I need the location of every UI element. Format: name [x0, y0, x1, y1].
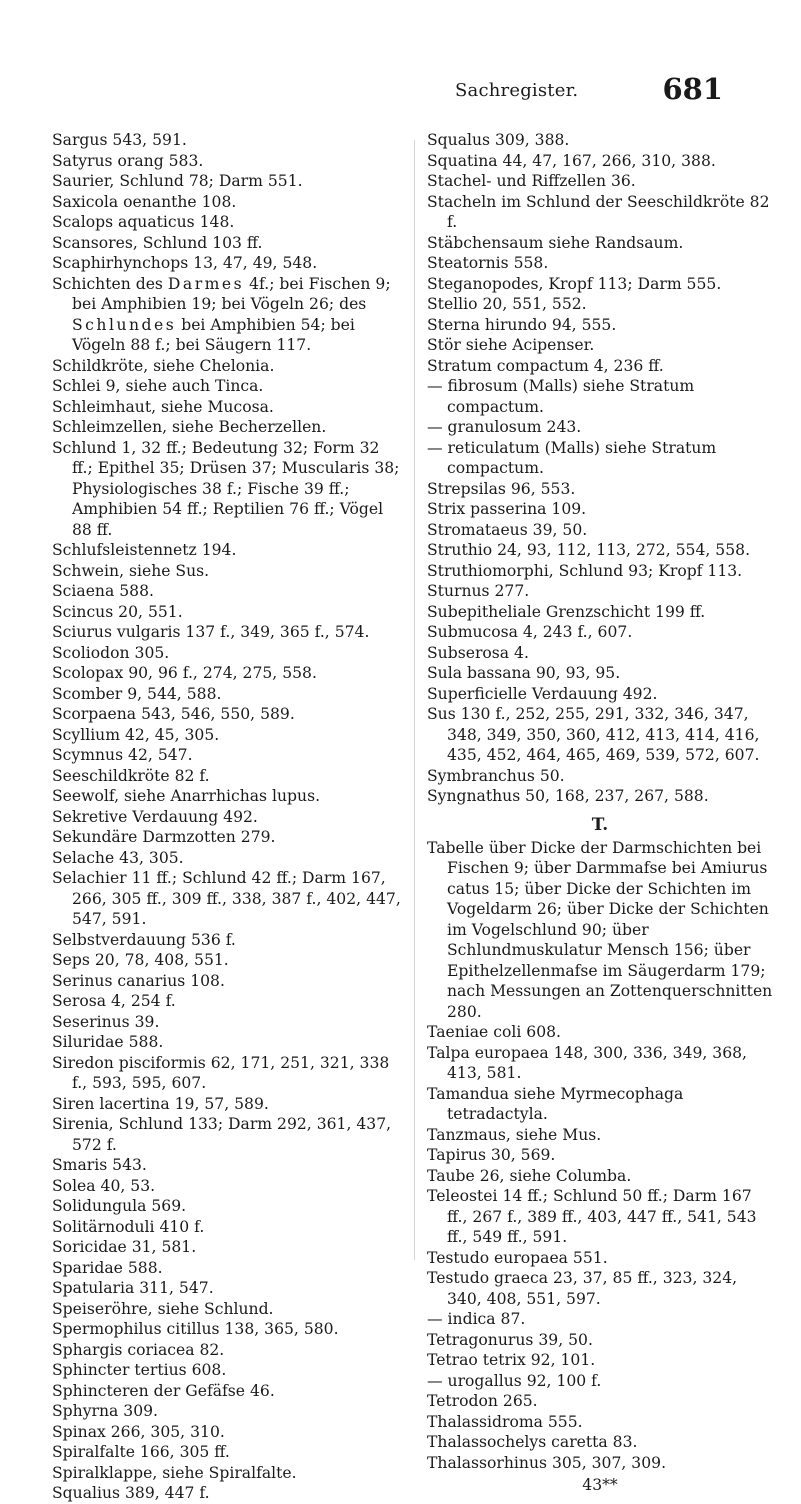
index-entry: Speiseröhre, siehe Schlund.: [52, 1299, 274, 1318]
index-column-left: [52, 130, 404, 1504]
index-entry: Struthiomorphi, Schlund 93; Kropf 113.: [427, 561, 743, 580]
index-entry: — reticulatum (Malls) siehe Stratum compactum.: [427, 438, 717, 477]
index-entry: Scomber 9, 544, 588.: [52, 684, 222, 703]
index-entry: Schlei 9, siehe auch Tinca.: [52, 377, 264, 395]
index-column-right: [427, 130, 773, 1496]
index-entry: Testudo graeca 23, 37, 85 ff., 323, 324, 340, 408, 551, 597.: [427, 1269, 738, 1308]
index-entry: Serinus canarius 108.: [52, 971, 225, 990]
index-entry: Squatina 44, 47, 167, 266, 310, 388.: [427, 151, 716, 170]
index-entry: Seps 20, 78, 408, 551.: [52, 951, 229, 969]
index-entry: Subepitheliale Grenzschicht 199 ff.: [427, 602, 706, 621]
index-entry: Schleimhaut, siehe Mucosa.: [52, 397, 274, 416]
page-header: [0, 72, 801, 116]
index-entry: Schildkröte, siehe Chelonia.: [52, 356, 275, 375]
index-entry: Schlufsleistennetz 194.: [52, 541, 237, 559]
index-entry: Sekretive Verdauung 492.: [52, 807, 258, 826]
index-entry: Teleostei 14 ff.; Schlund 50 ff.; Darm 167 ff., 267 f., 389 ff., 403, 447 ff., 541, 543 ff., 549 ff., 591.: [427, 1187, 757, 1246]
index-entry: Subserosa 4.: [427, 643, 529, 662]
index-entry: — fibrosum (Malls) siehe Stratum compactum.: [427, 377, 695, 416]
index-entry: Spatularia 311, 547.: [52, 1279, 214, 1297]
column-divider: [414, 140, 415, 1260]
index-entry: Seserinus 39.: [52, 1012, 160, 1031]
index-entry: Sciurus vulgaris 137 f., 349, 365 f., 574.: [52, 623, 370, 641]
index-entry: Steatornis 558.: [427, 254, 549, 272]
index-entry: Scincus 20, 551.: [52, 602, 183, 621]
index-entry: Thalassochelys caretta 83.: [427, 1433, 638, 1451]
index-entry: Sciaena 588.: [52, 582, 154, 600]
index-entry: Symbranchus 50.: [427, 766, 565, 785]
index-entry: Superficielle Verdauung 492.: [427, 684, 658, 703]
index-entry: Thalassorhinus 305, 307, 309.: [427, 1453, 667, 1472]
index-entry: Scansores, Schlund 103 ff.: [52, 233, 263, 252]
page-number: 681: [662, 72, 723, 106]
index-entry: Selache 43, 305.: [52, 848, 184, 867]
index-entry: Spinax 266, 305, 310.: [52, 1422, 225, 1441]
index-entry: Sus 130 f., 252, 255, 291, 332, 346, 347, 348, 349, 350, 360, 412, 413, 414, 416, 435, 452, 464, 465, 469, 539, 572, 607.: [427, 705, 760, 764]
index-entry: Sphargis coriacea 82.: [52, 1340, 225, 1359]
index-entry: Stratum compactum 4, 236 ff.: [427, 356, 664, 375]
index-entry: Steganopodes, Kropf 113; Darm 555.: [427, 274, 722, 293]
index-entry: Siren lacertina 19, 57, 589.: [52, 1094, 269, 1113]
index-entry: — urogallus 92, 100 f.: [427, 1371, 602, 1390]
index-entry: Schichten des Darmes 4f.; bei Fischen 9; bei Amphibien 19; bei Vögeln 26; des Schlundes bei Amphibien 54; bei Vögeln 88 f.; bei Säugern 117.: [52, 274, 391, 354]
index-entry: Strepsilas 96, 553.: [427, 479, 576, 498]
index-entry: Tetrodon 265.: [427, 1392, 538, 1410]
index-entry: Seewolf, siehe Anarrhichas lupus.: [52, 787, 321, 805]
index-entry: — granulosum 243.: [427, 418, 582, 436]
index-entry: Sturnus 277.: [427, 582, 530, 600]
index-entry: Thalassidroma 555.: [427, 1412, 583, 1431]
index-entry: Schleimzellen, siehe Becherzellen.: [52, 418, 327, 436]
index-entry: Schlund 1, 32 ff.; Bedeutung 32; Form 32 ff.; Epithel 35; Drüsen 37; Muscularis 38; Physiologisches 38 f.; Fische 39 ff.; Amphibien 54 ff.; Reptilien 76 ff.; Vögel 88 ff.: [52, 438, 400, 539]
index-entry: Sargus 543, 591.: [52, 131, 187, 149]
index-entry: Saurier, Schlund 78; Darm 551.: [52, 172, 303, 190]
index-entry: Spiralklappe, siehe Spiralfalte.: [52, 1463, 297, 1482]
index-entry: Scalops aquaticus 148.: [52, 213, 235, 231]
index-entry: Tabelle über Dicke der Darmschichten bei Fischen 9; über Darmmafse bei Amiurus catus 15; über Dicke der Schichten im Vogeldarm 26; über Dicke der Schichten im Vogelschlund 90; über Schlundmuskulatur Mensch 156; über Epithelzellenmafse im Säugerdarm 179; nach Messungen an Zottenquerschnitten 280.: [427, 838, 773, 1021]
index-entry: Stachel- und Riffzellen 36.: [427, 172, 636, 190]
index-entry: Smaris 543.: [52, 1156, 147, 1174]
index-entry: Solidungula 569.: [52, 1197, 187, 1215]
index-entry: Spermophilus citillus 138, 365, 580.: [52, 1320, 339, 1338]
index-entry: Strix passerina 109.: [427, 500, 587, 518]
index-entry: Siredon pisciformis 62, 171, 251, 321, 338 f., 593, 595, 607.: [52, 1053, 390, 1092]
index-entry: Sula bassana 90, 93, 95.: [427, 664, 621, 682]
index-entry: Stör siehe Acipenser.: [427, 336, 595, 354]
running-head: Sachregister.: [455, 80, 579, 101]
index-entry: Syngnathus 50, 168, 237, 267, 588.: [427, 787, 709, 805]
index-entry: Scorpaena 543, 546, 550, 589.: [52, 705, 295, 723]
index-entry: Stellio 20, 551, 552.: [427, 295, 587, 313]
section-letter: T.: [591, 814, 609, 835]
index-entry: Selbstverdauung 536 f.: [52, 930, 236, 949]
index-entry: Sphyrna 309.: [52, 1402, 158, 1420]
index-entry: Soricidae 31, 581.: [52, 1238, 197, 1256]
index-entry: Taube 26, siehe Columba.: [427, 1166, 632, 1185]
index-entry: Stäbchensaum siehe Randsaum.: [427, 233, 684, 252]
index-entry: Tetrao tetrix 92, 101.: [427, 1351, 596, 1369]
index-entry: Testudo europaea 551.: [427, 1248, 608, 1267]
index-entry: Sphincter tertius 608.: [52, 1361, 227, 1379]
index-entry: Tapirus 30, 569.: [427, 1146, 556, 1164]
index-entry: Siluridae 588.: [52, 1033, 164, 1051]
index-entry: Scaphirhynchops 13, 47, 49, 548.: [52, 254, 318, 272]
index-entry: Tanzmaus, siehe Mus.: [427, 1125, 602, 1144]
index-entry: Spiralfalte 166, 305 ff.: [52, 1443, 230, 1461]
index-entry: Seeschildkröte 82 f.: [52, 766, 210, 785]
index-entry: Schwein, siehe Sus.: [52, 561, 210, 580]
index-entry: Scyllium 42, 45, 305.: [52, 725, 220, 744]
index-entry: Stacheln im Schlund der Seeschildkröte 82 f.: [427, 192, 770, 231]
index-entry: Selachier 11 ff.; Schlund 42 ff.; Darm 167, 266, 305 ff., 309 ff., 338, 387 f., 402, 447, 547, 591.: [52, 869, 401, 928]
index-entry: Tetragonurus 39, 50.: [427, 1330, 593, 1349]
index-entry: Talpa europaea 148, 300, 336, 349, 368, 413, 581.: [427, 1043, 748, 1082]
index-entry: Submucosa 4, 243 f., 607.: [427, 623, 633, 641]
index-entry: Solitärnoduli 410 f.: [52, 1217, 205, 1236]
index-entry: Stromataeus 39, 50.: [427, 520, 588, 539]
index-entries-s: [427, 130, 773, 807]
index-entry: Sirenia, Schlund 133; Darm 292, 361, 437, 572 f.: [52, 1115, 392, 1154]
index-entry: Squalius 389, 447 f.: [52, 1484, 210, 1502]
index-entry: Scymnus 42, 547.: [52, 746, 193, 764]
index-entry: Solea 40, 53.: [52, 1176, 156, 1195]
index-entry: Serosa 4, 254 f.: [52, 992, 176, 1010]
index-entry: Sparidae 588.: [52, 1258, 163, 1277]
index-entry: Sekundäre Darmzotten 279.: [52, 828, 276, 846]
index-entries-t: [427, 838, 773, 1474]
index-entry: — indica 87.: [427, 1310, 526, 1328]
index-entry: Sphincteren der Gefäfse 46.: [52, 1381, 275, 1400]
index-entry: Taeniae coli 608.: [427, 1023, 562, 1041]
index-entry: Sterna hirundo 94, 555.: [427, 315, 617, 334]
index-entry: Tamandua siehe Myrmecophaga tetradactyla.: [427, 1084, 684, 1123]
index-entry: Satyrus orang 583.: [52, 151, 204, 170]
index-entry: Struthio 24, 93, 112, 113, 272, 554, 558.: [427, 541, 751, 559]
index-entry: Scoliodon 305.: [52, 643, 170, 662]
index-entry: Scolopax 90, 96 f., 274, 275, 558.: [52, 664, 317, 682]
printer-signature: 43**: [582, 1476, 618, 1494]
index-entry: Squalus 309, 388.: [427, 131, 570, 149]
index-entry: Saxicola oenanthe 108.: [52, 192, 237, 211]
